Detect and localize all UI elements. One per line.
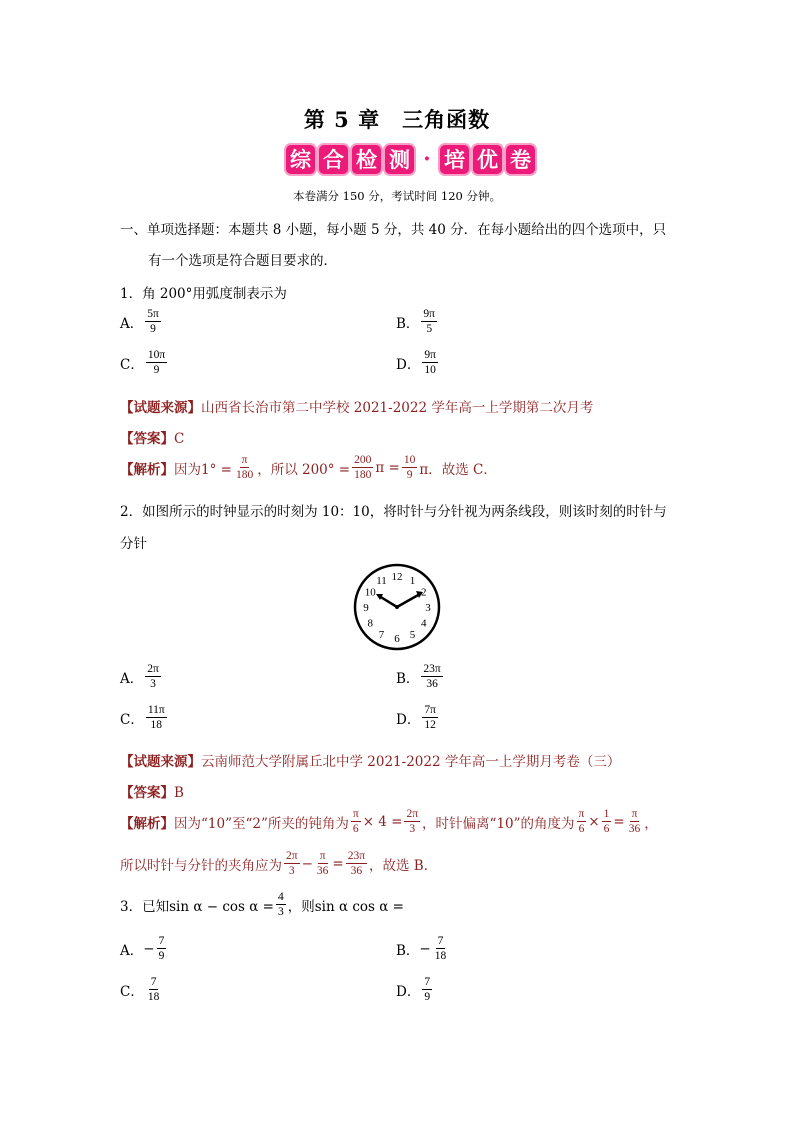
numerator: 2π <box>406 808 419 820</box>
q1-analysis <box>120 453 497 482</box>
banner-char: 卷 <box>506 145 535 174</box>
numerator: 10 <box>403 454 416 466</box>
q1-option-a <box>120 307 163 336</box>
clock-numeral: 8 <box>367 617 373 630</box>
clock-numeral: 3 <box>425 602 431 614</box>
fraction <box>157 934 167 963</box>
fraction <box>421 307 437 336</box>
numerator: π <box>319 850 326 862</box>
q3-stem <box>120 890 404 919</box>
stem-text: ，则sin α cos α = <box>287 898 404 915</box>
q2-stem-line2: 分针 <box>120 536 147 552</box>
answer-text: B <box>174 785 184 801</box>
source-label: 【试题来源】 <box>120 754 201 770</box>
numerator: 9π <box>424 349 436 361</box>
numerator: π <box>578 808 585 820</box>
analysis-text: ，故选 B． <box>369 857 438 874</box>
fraction <box>421 662 442 691</box>
minute-hand <box>397 594 420 607</box>
numerator: 7 <box>424 976 431 988</box>
denominator: 9 <box>406 469 413 481</box>
q1-option-c <box>120 348 169 377</box>
denominator: 3 <box>277 906 284 918</box>
q2-stem-line1: 2．如图所示的时钟显示的时刻为 10：10，将时针与分针视为两条线段，则该时刻的时针与 <box>120 504 667 520</box>
denominator: 9 <box>150 323 156 335</box>
page-title <box>0 104 794 134</box>
banner-char: 优 <box>473 145 502 174</box>
numerator: π <box>241 454 248 466</box>
denominator: 180 <box>354 469 372 481</box>
analysis-text: π．故选 C． <box>419 461 497 478</box>
numerator: π <box>352 808 359 820</box>
clock-figure <box>352 562 442 652</box>
fraction <box>145 662 161 691</box>
fraction <box>146 975 162 1004</box>
fraction <box>315 849 331 878</box>
banner-char: 合 <box>319 145 348 174</box>
q1-answer <box>120 427 184 447</box>
fraction <box>627 807 643 836</box>
denominator: 9 <box>424 991 431 1003</box>
banner-char: 检 <box>352 145 381 174</box>
numerator: 4 <box>277 891 284 903</box>
clock-numeral: 2 <box>421 586 427 599</box>
denominator: 18 <box>150 719 163 731</box>
option-label: C． <box>120 983 144 1000</box>
option-label: B． <box>396 315 420 332</box>
sign: − <box>419 940 431 957</box>
banner <box>286 142 535 176</box>
fraction <box>602 807 612 836</box>
denominator: 9 <box>153 364 160 376</box>
hour-hand <box>379 596 397 607</box>
stem-text: 3．已知sin α − cos α = <box>120 898 274 915</box>
chapter-name: 三角函数 <box>402 107 491 132</box>
denominator: 3 <box>288 865 295 877</box>
numerator: 11π <box>147 704 165 716</box>
q2-option-a <box>120 662 163 691</box>
numerator: 2π <box>147 663 159 675</box>
denominator: 6 <box>352 823 359 835</box>
numerator: 1 <box>603 808 610 820</box>
answer-label: 【答案】 <box>120 785 174 801</box>
denominator: 6 <box>578 823 585 835</box>
q2-option-c <box>120 703 169 732</box>
fraction <box>352 453 373 482</box>
denominator: 36 <box>350 865 363 877</box>
denominator: 180 <box>235 469 254 481</box>
q3-option-c <box>120 975 163 1004</box>
sign: − <box>143 940 155 957</box>
fraction <box>404 807 420 836</box>
q1-option-d <box>396 348 440 377</box>
analysis-text: − <box>301 855 313 872</box>
exam-note: 本卷满分 150 分，考试时间 120 分钟。 <box>292 189 502 203</box>
q3-option-d <box>396 975 434 1004</box>
option-label: D． <box>396 711 421 728</box>
option-label: B． <box>396 942 420 959</box>
source-text: 山西省长治市第二中学校 2021-2022 学年高一上学期第二次月考 <box>201 400 594 416</box>
analysis-text: ，时针偏离“10”的角度为 <box>422 815 575 832</box>
denominator: 5 <box>426 323 433 335</box>
analysis-text: 所以时针与分针的夹角应为 <box>120 857 282 874</box>
numerator: 7π <box>424 704 436 716</box>
denominator: 12 <box>424 719 436 731</box>
denominator: 18 <box>434 950 447 962</box>
banner-dot: · <box>423 146 431 172</box>
option-label: A． <box>120 942 144 959</box>
analysis-text: 因为1° = <box>174 461 232 478</box>
denominator: 3 <box>150 678 156 690</box>
banner-char: 培 <box>440 145 469 174</box>
q2-answer <box>120 781 184 801</box>
fraction <box>351 807 361 836</box>
fraction <box>346 849 367 878</box>
fraction <box>234 453 255 482</box>
numerator: 7 <box>437 935 444 947</box>
q2-analysis-line2 <box>120 849 437 878</box>
fraction <box>145 307 161 336</box>
q2-option-d <box>396 703 440 732</box>
analysis-label: 【解析】 <box>120 461 174 478</box>
source-label: 【试题来源】 <box>120 400 201 416</box>
clock-numeral: 5 <box>409 628 416 641</box>
numerator: π <box>631 808 638 820</box>
numerator: 7 <box>150 976 157 988</box>
chapter-number: 第 5 章 <box>303 107 381 132</box>
numerator: 200 <box>354 454 372 466</box>
clock-numeral: 1 <box>409 575 416 588</box>
q2-source <box>120 750 620 770</box>
denominator: 6 <box>603 823 610 835</box>
q1-source <box>120 396 593 416</box>
fraction <box>577 807 587 836</box>
analysis-text: π = <box>375 459 400 476</box>
q3-option-b <box>396 934 450 963</box>
denominator: 10 <box>424 364 436 376</box>
clock-numeral: 7 <box>378 628 385 641</box>
option-label: A． <box>120 315 144 332</box>
denominator: 36 <box>316 865 329 877</box>
option-label: B． <box>396 670 420 687</box>
denominator: 36 <box>426 678 438 690</box>
numerator: 5π <box>147 308 159 320</box>
analysis-text: × 4 = <box>362 813 403 830</box>
analysis-text: ，所以 200° = <box>257 461 351 478</box>
banner-char: 测 <box>385 145 414 174</box>
clock-numeral: 11 <box>376 575 387 588</box>
analysis-text: ， <box>644 815 658 832</box>
answer-label: 【答案】 <box>120 431 174 447</box>
clock-numeral: 10 <box>364 586 376 599</box>
numerator: 7 <box>158 935 165 947</box>
fraction <box>284 849 300 878</box>
numerator: 23π <box>347 850 365 862</box>
analysis-label: 【解析】 <box>120 815 174 832</box>
option-label: C． <box>120 711 144 728</box>
analysis-text: 因为“10”至“2”所夹的钝角为 <box>174 815 349 832</box>
numerator: 23π <box>423 663 441 675</box>
fraction <box>433 934 449 963</box>
option-label: A． <box>120 670 144 687</box>
denominator: 9 <box>158 950 165 962</box>
section-heading-line2: 有一个选项是符合题目要求的． <box>148 253 337 269</box>
fraction <box>422 975 432 1004</box>
numerator: 9π <box>423 308 435 320</box>
numerator: 2π <box>286 850 298 862</box>
analysis-text: = <box>613 813 625 830</box>
q2-analysis-line1 <box>120 807 658 836</box>
clock-numeral: 4 <box>421 617 427 630</box>
q3-option-a <box>120 934 168 963</box>
fraction <box>276 890 286 919</box>
clock-numeral: 6 <box>394 633 400 645</box>
clock-numeral: 12 <box>391 571 403 583</box>
analysis-text: × <box>588 813 600 830</box>
denominator: 18 <box>147 991 160 1003</box>
section-heading-line1: 一、单项选择题：本题共 8 小题，每小题 5 分，共 40 分．在每小题给出的四个选项中，只 <box>120 222 667 238</box>
fraction <box>422 703 438 732</box>
q1-option-b <box>396 307 439 336</box>
answer-text: C <box>174 431 185 447</box>
clock-numeral: 9 <box>363 602 369 614</box>
option-label: C． <box>120 356 144 373</box>
fraction <box>422 348 438 377</box>
option-label: D． <box>396 356 421 373</box>
banner-char: 综 <box>286 145 315 174</box>
q1-stem: 1．角 200°用弧度制表示为 <box>120 286 287 302</box>
q2-option-b <box>396 662 445 691</box>
analysis-text: = <box>332 855 344 872</box>
option-label: D． <box>396 983 421 1000</box>
denominator: 36 <box>628 823 641 835</box>
denominator: 3 <box>409 823 416 835</box>
fraction <box>146 703 167 732</box>
fraction <box>146 348 167 377</box>
source-text: 云南师范大学附属丘北中学 2021-2022 学年高一上学期月考卷（三） <box>201 754 621 770</box>
clock-center <box>395 605 399 609</box>
numerator: 10π <box>147 349 166 361</box>
fraction <box>402 453 418 482</box>
